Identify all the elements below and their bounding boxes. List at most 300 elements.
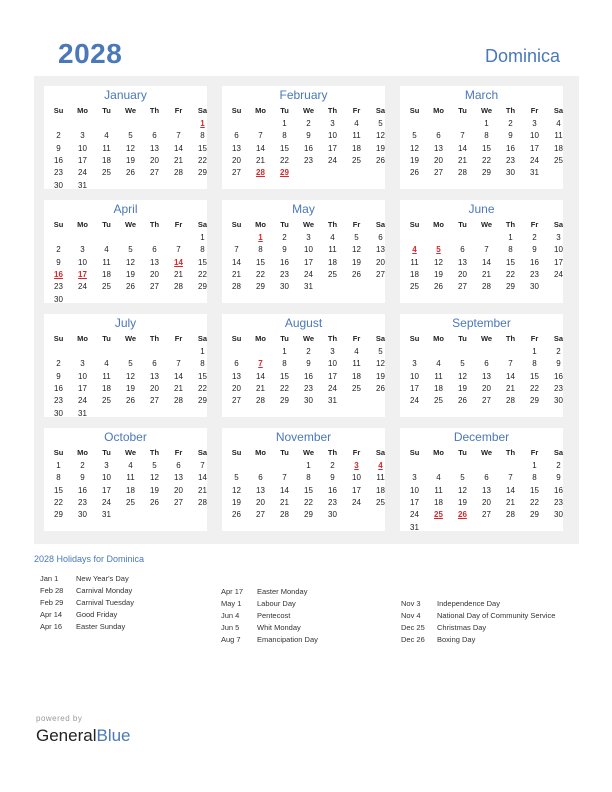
day-cell: 12 (352, 245, 361, 255)
day-cell: 8 (508, 245, 513, 255)
day-cell: 26 (232, 510, 241, 520)
weekday-header: We (480, 334, 493, 343)
day-cell: 10 (352, 473, 361, 483)
day-cell: 27 (150, 396, 159, 406)
day-cell: 20 (174, 485, 183, 495)
day-cell: 9 (306, 131, 311, 141)
day-cell: 27 (150, 282, 159, 292)
day-cell: 16 (554, 485, 563, 495)
weekday-header: Su (231, 448, 242, 457)
weekday-header: Sa (553, 334, 564, 343)
day-cell: 22 (256, 269, 265, 279)
weekday-header: Th (505, 334, 516, 343)
day-cell: 21 (198, 485, 207, 495)
day-cell: 8 (258, 245, 263, 255)
day-cell: 11 (434, 485, 443, 495)
weekday-header: Th (327, 334, 338, 343)
day-cell: 21 (506, 497, 515, 507)
day-cell: 5 (378, 347, 383, 356)
day-cell: 1 (532, 347, 537, 356)
weekday-header: Fr (174, 106, 183, 115)
day-cell: 12 (458, 485, 467, 495)
day-cell: 6 (152, 359, 157, 369)
day-cell: 4 (556, 119, 561, 128)
day-cell: 11 (102, 143, 111, 153)
weekday-header: Tu (280, 220, 289, 229)
day-cell: 10 (102, 473, 111, 483)
day-cell: 31 (328, 396, 337, 406)
day-cell: 26 (376, 383, 385, 393)
weekday-header: Sa (197, 448, 208, 457)
day-cell: 3 (412, 359, 417, 369)
weekday-header: Mo (77, 448, 88, 457)
day-cell: 14 (482, 257, 491, 267)
day-cell: 20 (434, 155, 443, 165)
holiday-date: Dec 26 (401, 635, 425, 644)
weekday-header: We (302, 220, 315, 229)
weekday-header: Mo (255, 334, 266, 343)
day-cell: 23 (54, 396, 63, 406)
holiday-day-cell: 14 (174, 257, 183, 267)
day-cell: 14 (280, 485, 289, 495)
day-cell: 7 (176, 359, 181, 369)
day-cell: 29 (482, 168, 491, 178)
day-cell: 26 (126, 168, 135, 178)
day-cell: 3 (104, 461, 109, 470)
weekday-header: Fr (530, 334, 539, 343)
day-cell: 25 (410, 282, 419, 292)
day-cell: 4 (354, 119, 359, 128)
weekday-header: Su (409, 448, 420, 457)
day-cell: 5 (378, 119, 383, 128)
day-cell: 7 (484, 245, 489, 255)
day-cell: 17 (352, 485, 361, 495)
day-cell: 11 (554, 131, 563, 141)
holiday-date: Dec 25 (401, 623, 425, 632)
day-cell: 9 (80, 473, 85, 483)
day-cell: 2 (556, 347, 561, 356)
day-cell: 31 (304, 282, 313, 292)
holiday-day-cell: 3 (354, 461, 359, 470)
day-cell: 30 (54, 180, 63, 190)
day-cell: 21 (256, 155, 265, 165)
day-cell: 15 (54, 485, 63, 495)
day-cell: 9 (282, 245, 287, 255)
day-cell: 18 (410, 269, 419, 279)
holiday-date: Apr 17 (221, 587, 244, 596)
day-cell: 30 (554, 510, 563, 520)
day-cell: 12 (126, 371, 135, 381)
day-cell: 8 (282, 131, 287, 141)
weekday-header: Sa (375, 106, 386, 115)
day-cell: 18 (328, 257, 337, 267)
day-cell: 3 (330, 119, 335, 128)
weekday-header: Th (149, 106, 160, 115)
day-cell: 11 (328, 245, 337, 255)
day-cell: 3 (80, 359, 85, 369)
day-cell: 31 (78, 408, 87, 418)
day-cell: 15 (304, 485, 313, 495)
day-cell: 17 (554, 257, 563, 267)
day-cell: 15 (280, 143, 289, 153)
day-cell: 29 (280, 396, 289, 406)
brand-name-blue: Blue (96, 726, 131, 745)
day-cell: 17 (102, 485, 111, 495)
day-cell: 25 (328, 269, 337, 279)
holiday-name: National Day of Community Service (437, 611, 556, 620)
weekday-header: Mo (433, 106, 444, 115)
day-cell: 30 (78, 510, 87, 520)
weekday-header: Fr (352, 220, 361, 229)
day-cell: 26 (126, 396, 135, 406)
day-cell: 14 (232, 257, 241, 267)
day-cell: 8 (532, 473, 537, 483)
day-cell: 22 (304, 497, 313, 507)
month-june (400, 200, 563, 303)
day-cell: 6 (484, 473, 489, 483)
month-february (222, 86, 385, 189)
day-cell: 19 (376, 371, 385, 381)
holiday-date: Aug 7 (221, 635, 241, 644)
day-cell: 17 (304, 257, 313, 267)
day-cell: 13 (150, 371, 159, 381)
day-cell: 2 (56, 245, 61, 255)
weekday-header: We (124, 220, 137, 229)
weekday-header: Sa (553, 106, 564, 115)
day-cell: 5 (354, 233, 359, 242)
day-cell: 6 (176, 461, 181, 470)
day-cell: 9 (556, 473, 561, 483)
weekday-header: Su (409, 106, 420, 115)
day-cell: 1 (484, 119, 489, 128)
day-cell: 10 (554, 245, 563, 255)
day-cell: 27 (376, 269, 385, 279)
day-cell: 28 (198, 497, 207, 507)
day-cell: 16 (554, 371, 563, 381)
day-cell: 14 (256, 371, 265, 381)
day-cell: 13 (458, 257, 467, 267)
weekday-header: Th (505, 106, 516, 115)
day-cell: 11 (126, 473, 135, 483)
day-cell: 23 (280, 269, 289, 279)
day-cell: 23 (506, 155, 515, 165)
day-cell: 12 (458, 371, 467, 381)
day-cell: 21 (174, 383, 183, 393)
holiday-name: Boxing Day (437, 635, 476, 644)
weekday-header: Tu (280, 448, 289, 457)
day-cell: 28 (506, 510, 515, 520)
day-cell: 31 (530, 168, 539, 178)
weekday-header: Fr (352, 448, 361, 457)
day-cell: 30 (54, 294, 63, 304)
weekday-header: Su (53, 220, 64, 229)
holiday-date: Feb 29 (40, 598, 64, 607)
day-cell: 30 (54, 408, 63, 418)
day-cell: 29 (256, 282, 265, 292)
day-cell: 13 (232, 371, 241, 381)
day-cell: 27 (174, 497, 183, 507)
weekday-header: Sa (197, 334, 208, 343)
day-cell: 9 (56, 257, 61, 267)
holiday-date: Jan 1 (40, 574, 59, 583)
day-cell: 7 (200, 461, 205, 470)
weekday-header: Tu (280, 106, 289, 115)
day-cell: 19 (376, 143, 385, 153)
day-cell: 12 (376, 359, 385, 369)
day-cell: 18 (554, 143, 563, 153)
day-cell: 5 (128, 245, 133, 255)
day-cell: 25 (554, 155, 563, 165)
day-cell: 27 (482, 510, 491, 520)
weekday-header: Th (149, 220, 160, 229)
day-cell: 24 (78, 396, 87, 406)
day-cell: 17 (530, 143, 539, 153)
day-cell: 4 (128, 461, 133, 470)
weekday-header: Tu (458, 334, 467, 343)
holiday-date: Jun 4 (221, 611, 240, 620)
weekday-header: Th (505, 220, 516, 229)
day-cell: 12 (126, 257, 135, 267)
day-cell: 15 (530, 485, 539, 495)
day-cell: 11 (376, 473, 385, 483)
day-cell: 27 (150, 168, 159, 178)
day-cell: 19 (434, 269, 443, 279)
day-cell: 12 (232, 485, 241, 495)
weekday-header: Tu (280, 334, 289, 343)
month-title: June (468, 202, 495, 216)
day-cell: 18 (376, 485, 385, 495)
day-cell: 6 (484, 359, 489, 369)
day-cell: 15 (198, 143, 207, 153)
day-cell: 11 (352, 131, 361, 141)
day-cell: 20 (482, 497, 491, 507)
holiday-day-cell: 16 (54, 269, 63, 279)
weekday-header: Su (231, 334, 242, 343)
day-cell: 9 (306, 359, 311, 369)
day-cell: 13 (232, 143, 241, 153)
holiday-day-cell: 28 (256, 168, 265, 178)
day-cell: 24 (410, 510, 419, 520)
powered-by-text: powered by (36, 714, 83, 723)
day-cell: 3 (306, 233, 311, 242)
weekday-header: Th (327, 106, 338, 115)
weekday-header: We (480, 220, 493, 229)
day-cell: 20 (376, 257, 385, 267)
weekday-header: We (124, 106, 137, 115)
day-cell: 14 (506, 371, 515, 381)
day-cell: 17 (410, 497, 419, 507)
day-cell: 27 (482, 396, 491, 406)
day-cell: 2 (556, 461, 561, 470)
day-cell: 2 (306, 119, 311, 128)
month-may (222, 200, 385, 303)
day-cell: 19 (126, 383, 135, 393)
weekday-header: Fr (174, 334, 183, 343)
day-cell: 25 (376, 497, 385, 507)
day-cell: 19 (352, 257, 361, 267)
day-cell: 24 (78, 168, 87, 178)
day-cell: 5 (152, 461, 157, 470)
day-cell: 28 (174, 168, 183, 178)
weekday-header: Fr (530, 106, 539, 115)
day-cell: 8 (282, 359, 287, 369)
day-cell: 28 (482, 282, 491, 292)
day-cell: 29 (198, 282, 207, 292)
weekday-header: Fr (174, 448, 183, 457)
day-cell: 15 (530, 371, 539, 381)
day-cell: 19 (232, 497, 241, 507)
holiday-date: Apr 16 (40, 622, 63, 631)
month-title: February (279, 88, 328, 102)
weekday-header: Mo (433, 448, 444, 457)
weekday-header: We (302, 106, 315, 115)
day-cell: 23 (328, 497, 337, 507)
day-cell: 31 (410, 522, 419, 532)
day-cell: 18 (126, 485, 135, 495)
day-cell: 19 (458, 383, 467, 393)
day-cell: 18 (352, 143, 361, 153)
holiday-day-cell: 25 (434, 510, 443, 520)
weekday-header: Mo (77, 220, 88, 229)
day-cell: 9 (556, 359, 561, 369)
day-cell: 27 (232, 168, 241, 178)
day-cell: 26 (458, 396, 467, 406)
day-cell: 14 (174, 371, 183, 381)
day-cell: 10 (328, 131, 337, 141)
day-cell: 16 (328, 485, 337, 495)
day-cell: 10 (304, 245, 313, 255)
day-cell: 8 (200, 131, 205, 141)
day-cell: 26 (434, 282, 443, 292)
day-cell: 22 (198, 155, 207, 165)
day-cell: 21 (232, 269, 241, 279)
holiday-date: Apr 14 (40, 610, 63, 619)
month-title: December (453, 430, 510, 444)
month-title: August (284, 316, 323, 330)
weekday-header: Sa (553, 220, 564, 229)
day-cell: 10 (78, 143, 87, 153)
day-cell: 30 (328, 510, 337, 520)
month-title: November (275, 430, 332, 444)
month-march (400, 86, 563, 189)
weekday-header: Su (53, 106, 64, 115)
day-cell: 10 (410, 371, 419, 381)
weekday-header: Th (327, 448, 338, 457)
day-cell: 4 (354, 347, 359, 356)
weekday-header: Tu (102, 448, 111, 457)
weekday-header: Th (505, 448, 516, 457)
day-cell: 14 (198, 473, 207, 483)
day-cell: 21 (482, 269, 491, 279)
day-cell: 28 (174, 396, 183, 406)
month-october (44, 428, 207, 531)
day-cell: 13 (150, 143, 159, 153)
weekday-header: Su (53, 448, 64, 457)
weekday-header: Sa (375, 448, 386, 457)
day-cell: 29 (198, 168, 207, 178)
day-cell: 16 (506, 143, 515, 153)
month-title: January (104, 88, 147, 102)
day-cell: 7 (460, 131, 465, 141)
weekday-header: Su (53, 334, 64, 343)
day-cell: 14 (256, 143, 265, 153)
day-cell: 23 (54, 168, 63, 178)
day-cell: 20 (232, 383, 241, 393)
holiday-day-cell: 29 (280, 168, 289, 178)
day-cell: 7 (176, 131, 181, 141)
day-cell: 28 (256, 396, 265, 406)
day-cell: 20 (232, 155, 241, 165)
brand-logo[interactable] (36, 726, 131, 746)
day-cell: 8 (200, 245, 205, 255)
holiday-name: Christmas Day (437, 623, 487, 632)
day-cell: 12 (434, 257, 443, 267)
day-cell: 12 (410, 143, 419, 153)
day-cell: 23 (530, 269, 539, 279)
day-cell: 24 (530, 155, 539, 165)
day-cell: 4 (436, 473, 441, 483)
day-cell: 24 (328, 155, 337, 165)
day-cell: 30 (530, 282, 539, 292)
weekday-header: Mo (433, 220, 444, 229)
day-cell: 4 (436, 359, 441, 369)
day-cell: 3 (80, 131, 85, 141)
day-cell: 16 (304, 143, 313, 153)
day-cell: 2 (532, 233, 537, 242)
day-cell: 27 (232, 396, 241, 406)
day-cell: 15 (482, 143, 491, 153)
holiday-day-cell: 5 (436, 245, 441, 255)
day-cell: 6 (234, 131, 239, 141)
day-cell: 11 (434, 371, 443, 381)
day-cell: 21 (458, 155, 467, 165)
weekday-header: Sa (197, 106, 208, 115)
day-cell: 28 (280, 510, 289, 520)
day-cell: 22 (198, 383, 207, 393)
day-cell: 17 (328, 143, 337, 153)
month-april (44, 200, 207, 303)
day-cell: 23 (304, 155, 313, 165)
day-cell: 20 (150, 383, 159, 393)
day-cell: 7 (508, 359, 513, 369)
holiday-day-cell: 4 (378, 461, 383, 470)
day-cell: 24 (78, 282, 87, 292)
day-cell: 13 (482, 485, 491, 495)
day-cell: 18 (102, 155, 111, 165)
day-cell: 6 (460, 245, 465, 255)
day-cell: 16 (78, 485, 87, 495)
day-cell: 18 (102, 383, 111, 393)
weekday-header: Tu (458, 448, 467, 457)
day-cell: 2 (80, 461, 85, 470)
day-cell: 25 (434, 396, 443, 406)
month-january (44, 86, 207, 189)
day-cell: 20 (458, 269, 467, 279)
holiday-name: Pentecost (257, 611, 291, 620)
day-cell: 9 (508, 131, 513, 141)
day-cell: 22 (280, 383, 289, 393)
day-cell: 6 (378, 233, 383, 242)
weekday-header: Mo (77, 334, 88, 343)
day-cell: 12 (376, 131, 385, 141)
day-cell: 18 (102, 269, 111, 279)
weekday-header: Tu (102, 106, 111, 115)
day-cell: 4 (104, 131, 109, 141)
day-cell: 1 (200, 347, 205, 356)
day-cell: 11 (102, 257, 111, 267)
day-cell: 18 (352, 371, 361, 381)
day-cell: 28 (232, 282, 241, 292)
